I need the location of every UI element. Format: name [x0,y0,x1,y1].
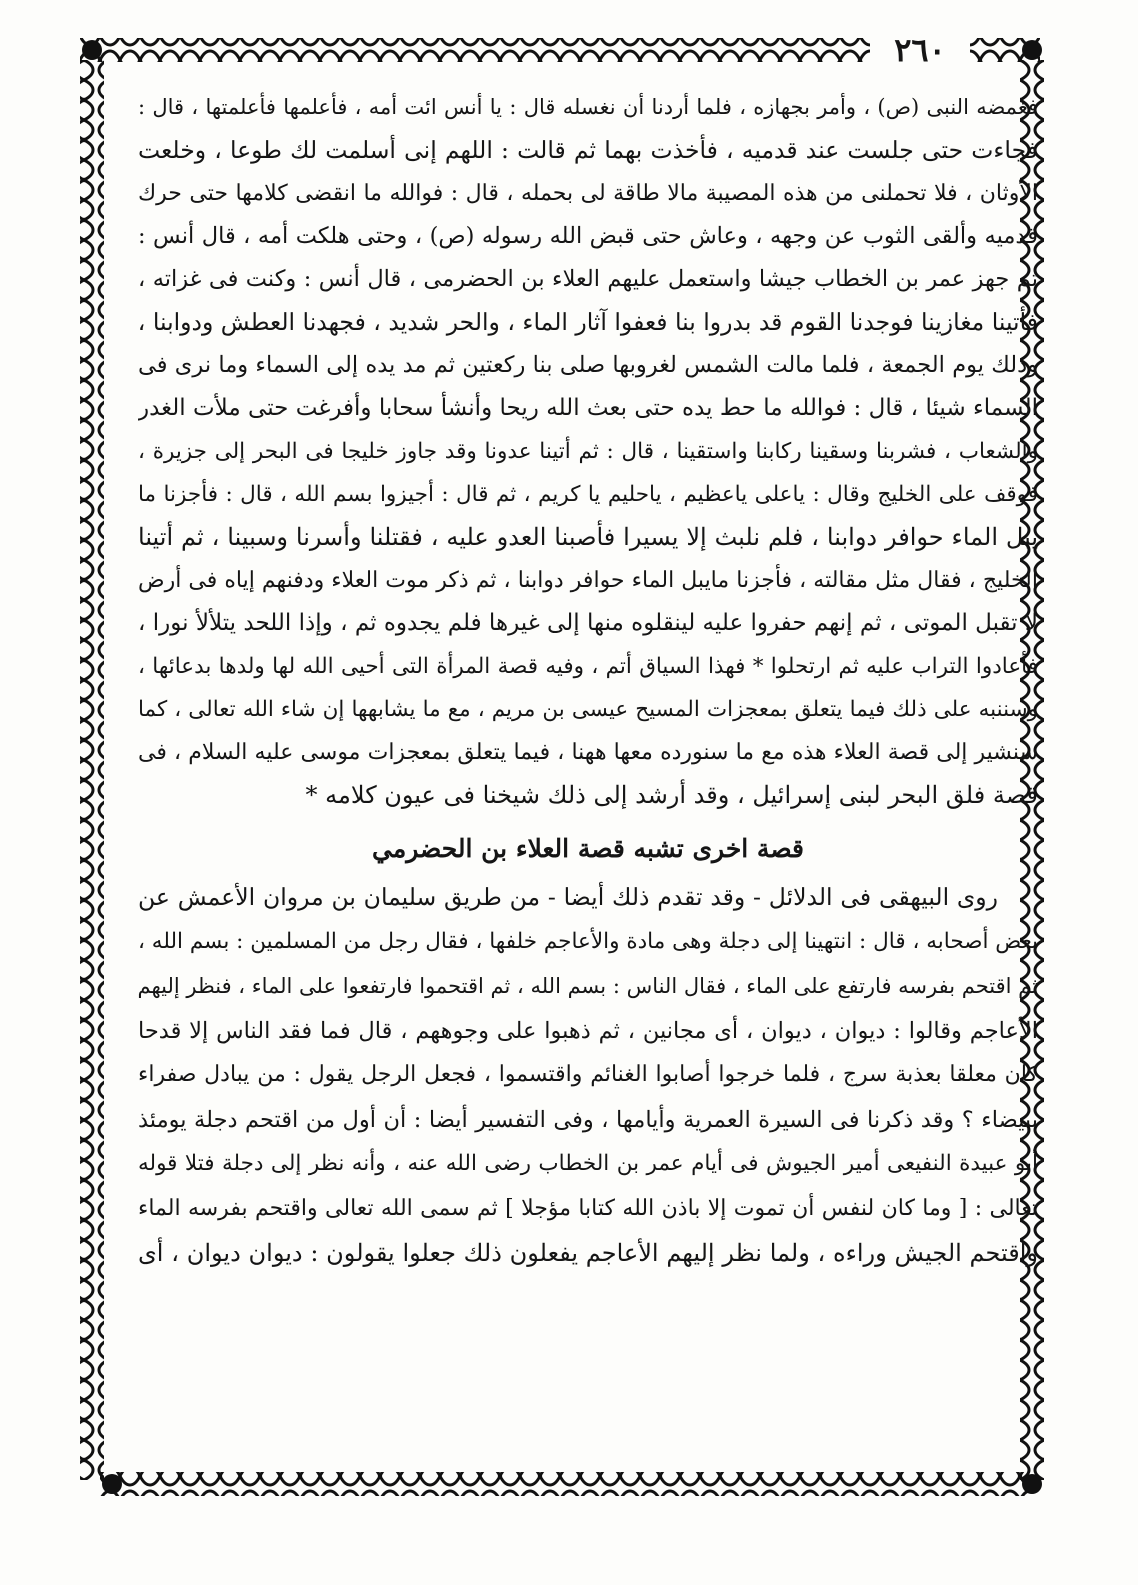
text-line: أبو عبيدة النفيعى أمير الجيوش فى أيام عمر بن الخطاب رضى الله عنه ، وأنه نظر إلى دجلة فتلا قوله [138,1151,1038,1176]
text-line: السماء شيئا ، قال : فوالله ما حط يده حتى بعث الله ريحا وأنشأ سحابا وأفرغت حتى ملأت الغدر [138,395,1038,421]
corner-knot-bottom-left [102,1474,122,1494]
section-text-main [138,86,1038,817]
text-line: فأعادوا التراب عليه ثم ارتحلوا * فهذا السياق أتم ، وفيه قصة المرأة التى أحيى الله لها ولدها بدعائها ، [138,654,1038,679]
text-line: قدميه وألقى الثوب عن وجهه ، وعاش حتى قبض الله رسوله (ص) ، وحتى هلكت أمه ، قال أنس : [138,223,1038,249]
text-line: واقتحم الجيش وراءه ، ولما نظر إليهم الأعاجم يفعلون ذلك جعلوا يقولون : ديوان ديوان ، أى [138,1239,1038,1267]
text-line: والشعاب ، فشربنا وسقينا ركابنا واستقينا ، قال : ثم أتينا عدونا وقد جاوز خليجا فى البحر إلى جزيرة ، [138,439,1038,464]
text-line: تعالى : [ وما كان لنفس أن تموت إلا باذن الله كتابا مؤجلا ] ثم سمى الله تعالى واقتحم بفرسه الماء [138,1195,1038,1221]
section-heading: قصة اخرى تشبه قصة العلاء بن الحضرمي [372,834,804,863]
text-line: ثم اقتحم بفرسه فارتفع على الماء ، فقال الناس : بسم الله ، ثم اقتحموا فارتفعوا على الماء ، فنظر إليهم [138,974,1038,998]
corner-knot-top-right [1022,40,1042,60]
border-bottom [100,1472,1030,1496]
text-line: وذلك يوم الجمعة ، فلما مالت الشمس لغروبها صلى بنا ركعتين ثم مد يده إلى السماء وما نرى فى [138,352,1038,378]
text-line: سنشير إلى قصة العلاء هذه مع ما سنورده معها ههنا ، فيما يتعلق بمعجزات موسى عليه السلام ، فى [138,740,1038,765]
text-line: كان معلقا بعذبة سرج ، فلما خرجوا أصابوا الغنائم واقتسموا ، فجعل الرجل يقول : من يبادل صفراء [138,1062,1038,1087]
text-line: فجاءت حتى جلست عند قدميه ، فأخذت بهما ثم قالت : اللهم إنى أسلمت لك طوعا ، وخلعت [138,136,1038,164]
corner-knot-bottom-right [1022,1474,1042,1494]
page-number: ٢٦٠ [870,22,970,78]
section-text-second [138,875,1038,1276]
text-line: الخليج ، فقال مثل مقالته ، فأجزنا مايبل الماء حوافر دوابنا ، ثم ذكر موت العلاء ودفنهم إياه فى أرض [138,568,1038,593]
text-line: فأتينا مغازينا فوجدنا القوم قد بدروا بنا فعفوا آثار الماء ، والحر شديد ، فجهدنا العطش ودوابنا ، [138,308,1038,336]
text-line: ببيضاء ؟ وقد ذكرنا فى السيرة العمرية وأيامها ، وفى التفسير أيضا : أن أول من اقتحم دجلة يومئذ [138,1106,1038,1133]
text-line: وسننبه على ذلك فيما يتعلق بمعجزات المسيح عيسى بن مريم ، مع ما يشابهها إن شاء الله تعالى ، كما [138,697,1038,722]
text-line: لا تقبل الموتى ، ثم إنهم حفروا عليه لينقلوه منها إلى غيرها فلم يجدوه ثم ، وإذا اللحد يتلألأ نورا ، [138,610,1038,636]
page-body [138,86,1038,1471]
text-line: يبل الماء حوافر دوابنا ، فلم نلبث إلا يسيرا فأصبنا العدو عليه ، فقتلنا وأسرنا وسبينا ، ثم أتينا [138,523,1038,551]
text-line: ثم جهز عمر بن الخطاب جيشا واستعمل عليهم العلاء بن الحضرمى ، قال أنس : وكنت فى غزاته ، [138,266,1038,292]
text-line: الأعاجم وقالوا : ديوان ، ديوان ، أى مجانين ، ثم ذهبوا على وجوههم ، قال فما فقد الناس إلا قدحا [138,1017,1038,1044]
text-line: روى البيهقى فى الدلائل - وقد تقدم ذلك أيضا - من طريق سليمان بن مروان الأعمش عن [138,883,998,911]
text-line: قصة فلق البحر لبنى إسرائيل ، وقد أرشد إلى ذلك شيخنا فى عيون كلامه * [305,781,1038,809]
corner-knot-top-left [82,40,102,60]
text-line: الأوثان ، فلا تحملنى من هذه المصيبة مالا طاقة لى بحمله ، قال : فوالله ما انقضى كلامها حتى حرك [138,181,1038,206]
text-line: فغمضه النبى (ص) ، وأمر بجهازه ، فلما أردنا أن نغسله قال : يا أنس ائت أمه ، فأعلمها فأعلمتها ، قال : [138,95,1038,119]
text-line: فوقف على الخليج وقال : ياعلى ياعظيم ، ياحليم يا كريم ، ثم قال : أجيزوا بسم الله ، قال : فأجزنا ما [138,482,1038,507]
text-line: بعض أصحابه ، قال : انتهينا إلى دجلة وهى مادة والأعاجم خلفها ، فقال رجل من المسلمين : بسم الله ، [138,928,1038,954]
border-left [80,60,104,1480]
